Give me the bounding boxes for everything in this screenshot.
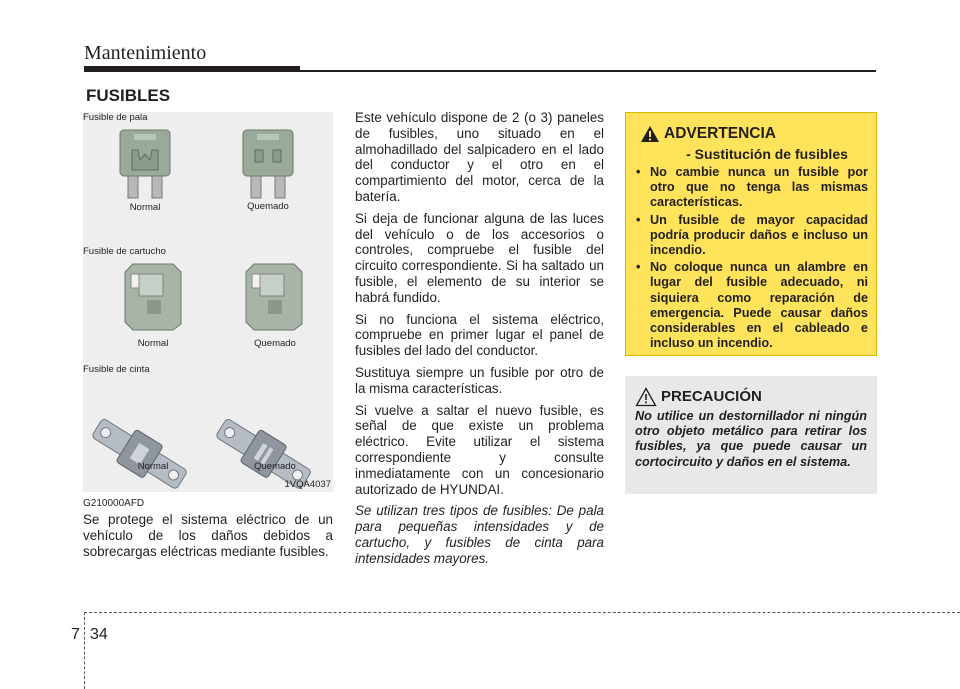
- page-number: 34: [90, 626, 108, 643]
- warning-list: [632, 165, 868, 353]
- caution-box: [625, 376, 877, 494]
- warning-item: • Un fusible de mayor capacidad podría producir daños e incluso un incendio.: [632, 213, 868, 259]
- section-number: 7: [71, 626, 80, 643]
- cartridge-fuse-burned-icon: [246, 264, 302, 330]
- footer-vertical-rule: [84, 612, 85, 689]
- header-title: Mantenimiento: [84, 42, 207, 64]
- blade-fuse-burned-icon: [243, 130, 293, 198]
- footer-horizontal-rule: [84, 612, 960, 613]
- cartridge-burned-caption: Quemado: [254, 338, 296, 349]
- warning-subtitle: - Sustitución de fusibles: [686, 146, 848, 162]
- paragraph: Sustituya siempre un fusible por otro de la misma características.: [355, 364, 604, 396]
- warning-triangle-icon: [640, 125, 660, 143]
- caution-triangle-icon: [635, 387, 657, 407]
- paragraph: Si no funciona el sistema eléctrico, compruebe en primer lugar el panel de fusibles del lado del conductor.: [355, 311, 604, 359]
- paragraph: Si deja de funcionar alguna de las luces del vehículo o de los accesorios o controles, compruebe el fusible del circuito correspondiente. Si ha saltado un fusible, el elemento de su interior se habrá fundido.: [355, 210, 604, 305]
- strip-burned-caption: Quemado: [254, 461, 296, 472]
- caution-text: No utilice un destornillador ni ningún otro objeto metálico para retirar los fusibles, ya que puede causar un cortocircuito y daños en el sistema.: [635, 409, 867, 469]
- intro-paragraph: Se protege el sistema eléctrico de un vehículo de los daños debidos a sobrecargas eléctricas mediante fusibles.: [83, 512, 333, 559]
- intro-text: [83, 512, 333, 565]
- section-title: FUSIBLES: [86, 86, 171, 105]
- warning-item: • No cambie nunca un fusible por otro que no tenga las mismas características.: [632, 165, 868, 211]
- blade-burned-caption: Quemado: [247, 201, 289, 212]
- body-column-2: [355, 110, 604, 573]
- caution-title: PRECAUCIÓN: [661, 388, 762, 405]
- blade-fuse-label: Fusible de pala: [83, 112, 148, 123]
- warning-item: • No coloque nunca un alambre en lugar del fusible adecuado, ni siquiera como reparación de emergencia. Puede causar daños considerables en el cableado e incluso un incendio.: [632, 260, 868, 351]
- header-rule: [300, 70, 876, 72]
- paragraph: Si vuelve a saltar el nuevo fusible, es señal de que existe un problema eléctrico. Evite utilizar el sistema correspondiente y consulte inmediatamente con un concesionario autorizado de HYUNDAI.: [355, 402, 604, 497]
- blade-normal-caption: Normal: [129, 202, 161, 213]
- fuse-illustrations: [83, 112, 333, 492]
- strip-fuse-label: Fusible de cinta: [83, 364, 150, 375]
- warning-box: [625, 112, 877, 356]
- paragraph: Este vehículo dispone de 2 (o 3) paneles de fusibles, uno situado en el almohadillado del salpicadero en el lado del conductor y el otro en el compartimiento del motor, cerca de la batería.: [355, 110, 604, 204]
- figure-ref-code: 1VQA4037: [284, 479, 331, 490]
- figure-code: G210000AFD: [83, 498, 145, 509]
- strip-fuse-normal-icon: [87, 411, 192, 492]
- strip-normal-caption: Normal: [137, 461, 169, 472]
- blade-fuse-normal-icon: [120, 130, 170, 198]
- italic-note: Se utilizan tres tipos de fusibles: De pala para pequeñas intensidades y de cartucho, y fusibles de cinta para intensidades mayores.: [355, 503, 604, 566]
- header-bar: [84, 66, 300, 72]
- cartridge-fuse-normal-icon: [125, 264, 181, 330]
- cartridge-normal-caption: Normal: [137, 338, 169, 349]
- fuse-figure: [83, 112, 333, 492]
- warning-title: ADVERTENCIA: [664, 125, 776, 142]
- cartridge-fuse-label: Fusible de cartucho: [83, 246, 166, 257]
